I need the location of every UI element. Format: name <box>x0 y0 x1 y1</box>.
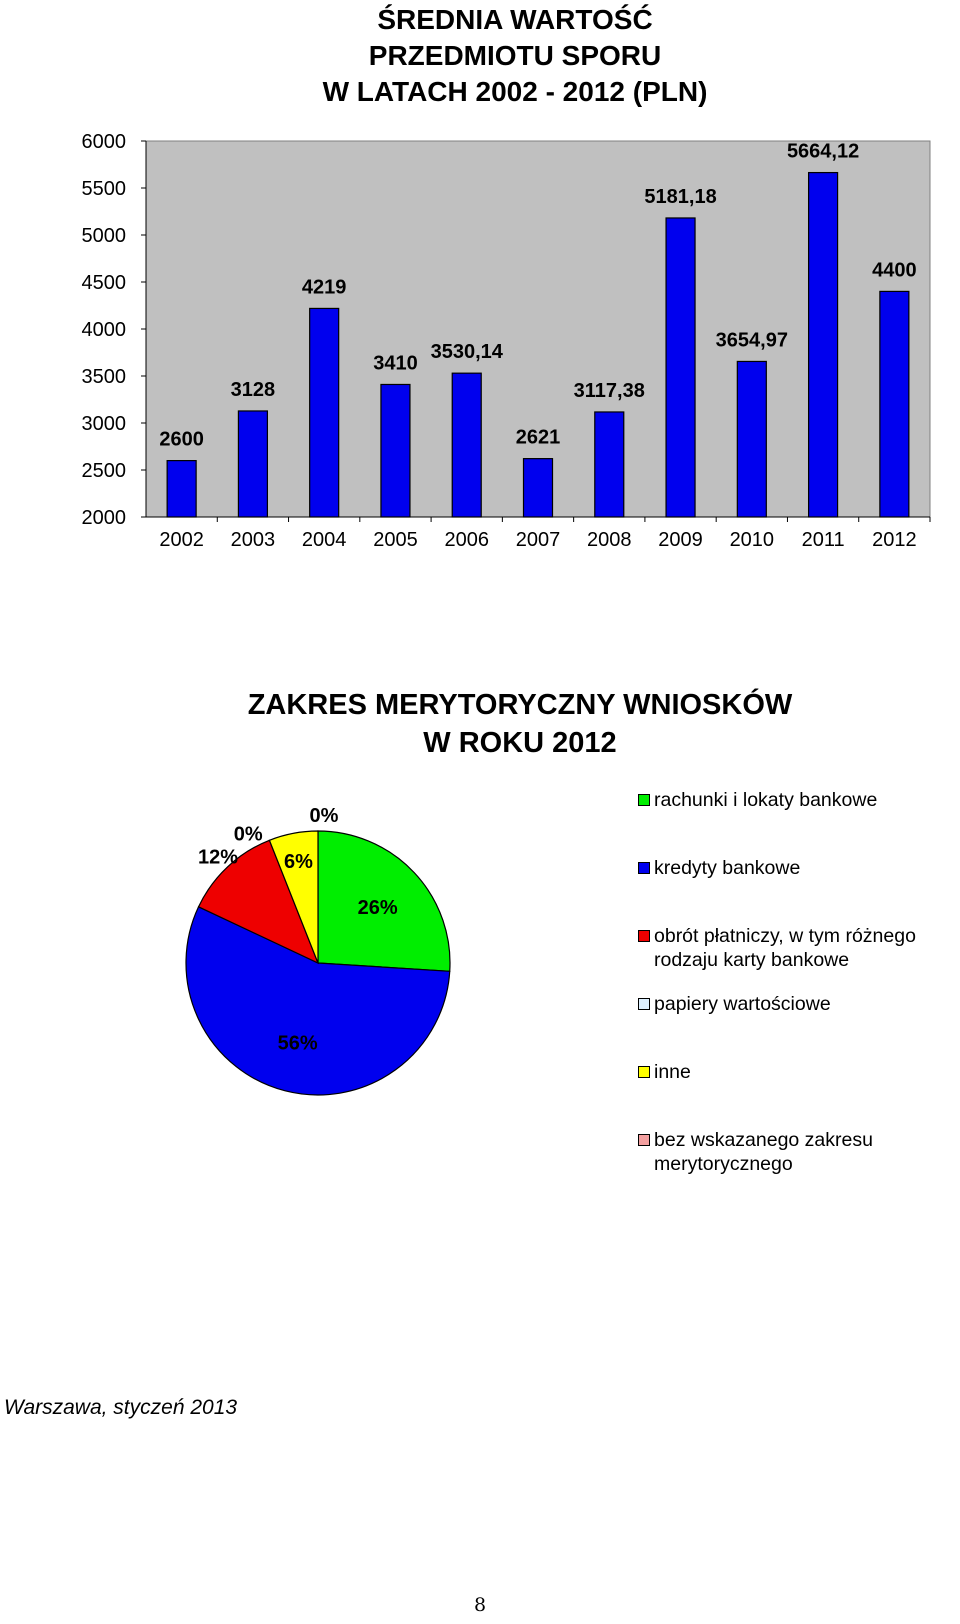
legend-label-line: kredyty bankowe <box>654 857 801 879</box>
pie-data-label: 0% <box>309 805 339 827</box>
data-label: 3654,97 <box>715 329 788 352</box>
data-label: 2600 <box>159 428 204 451</box>
y-tick-label: 3500 <box>81 366 126 388</box>
legend-swatch <box>638 1066 650 1078</box>
legend-label-line: rodzaju karty bankowe <box>654 949 850 971</box>
data-label: 4219 <box>301 276 347 299</box>
legend-item <box>638 1128 938 1176</box>
data-label: 5664,12 <box>786 140 860 163</box>
legend-swatch <box>638 794 650 806</box>
legend-item <box>638 924 938 972</box>
legend-label <box>654 992 938 1016</box>
x-tick-label: 2004 <box>301 529 347 551</box>
x-tick-label: 2011 <box>801 529 845 551</box>
legend-label-line: papiery wartościowe <box>654 993 831 1015</box>
data-label: 3410 <box>373 352 418 375</box>
pie-data-label: 56% <box>277 1032 318 1055</box>
x-tick-label: 2012 <box>872 529 917 551</box>
legend-label <box>654 1060 938 1084</box>
legend-item <box>638 788 938 812</box>
legend-item <box>638 992 938 1016</box>
pie-chart-title-line-2: W ROKU 2012 <box>423 727 617 759</box>
legend-item <box>638 856 938 880</box>
x-tick-label: 2010 <box>729 529 775 551</box>
y-tick-label: 5000 <box>81 225 126 247</box>
pie-data-label: 26% <box>357 896 398 919</box>
pie-data-label: 6% <box>284 850 313 873</box>
legend-label-line: merytorycznego <box>654 1153 793 1175</box>
x-tick-label: 2006 <box>444 529 489 551</box>
y-tick-label: 4500 <box>81 272 126 294</box>
y-tick-label: 2500 <box>81 460 126 482</box>
pie-data-label: 0% <box>233 823 263 846</box>
data-label: 5181,18 <box>644 185 717 208</box>
data-label: 3530,14 <box>430 341 503 364</box>
x-tick-label: 2002 <box>159 529 204 551</box>
pie-chart-title-line-1: ZAKRES MERYTORYCZNY WNIOSKÓW <box>247 689 793 721</box>
y-tick-label: 6000 <box>81 131 126 153</box>
place-date: Warszawa, styczeń 2013 <box>4 1396 238 1419</box>
x-tick-label: 2003 <box>230 529 276 551</box>
bar-chart-title-line-2: PRZEDMIOTU SPORU <box>368 40 662 71</box>
pie-data-label: 12% <box>198 846 239 869</box>
y-tick-label: 4000 <box>81 319 126 341</box>
x-tick-label: 2008 <box>587 529 632 551</box>
x-tick-label: 2009 <box>658 529 703 551</box>
y-tick-label: 5500 <box>81 178 126 200</box>
legend-label <box>654 856 938 880</box>
legend-label-line: bez wskazanego zakresu <box>654 1129 873 1151</box>
data-label: 3117,38 <box>573 379 645 402</box>
legend-item <box>638 1060 938 1084</box>
bar-chart-title-line-1: ŚREDNIA WARTOŚĆ <box>377 4 653 35</box>
legend-label <box>654 1128 938 1176</box>
legend-label <box>654 924 938 972</box>
data-label: 4400 <box>872 259 917 282</box>
legend-label-line: inne <box>654 1061 691 1083</box>
bar-chart-title-line-3: W LATACH 2002 - 2012 (PLN) <box>322 76 708 107</box>
legend-label-line: rachunki i lokaty bankowe <box>654 789 878 811</box>
data-label: 3128 <box>230 378 276 401</box>
legend-swatch <box>638 930 650 942</box>
legend-swatch <box>638 862 650 874</box>
y-tick-label: 3000 <box>81 413 126 435</box>
x-tick-label: 2007 <box>515 529 561 551</box>
legend-swatch <box>638 998 650 1010</box>
x-tick-label: 2005 <box>373 529 418 551</box>
data-label: 2621 <box>515 426 561 449</box>
legend-label <box>654 788 938 812</box>
page-number: 8 <box>473 1594 487 1616</box>
legend-label-line: obrót płatniczy, w tym różnego <box>654 925 916 947</box>
legend-swatch <box>638 1134 650 1146</box>
y-tick-label: 2000 <box>81 507 126 529</box>
